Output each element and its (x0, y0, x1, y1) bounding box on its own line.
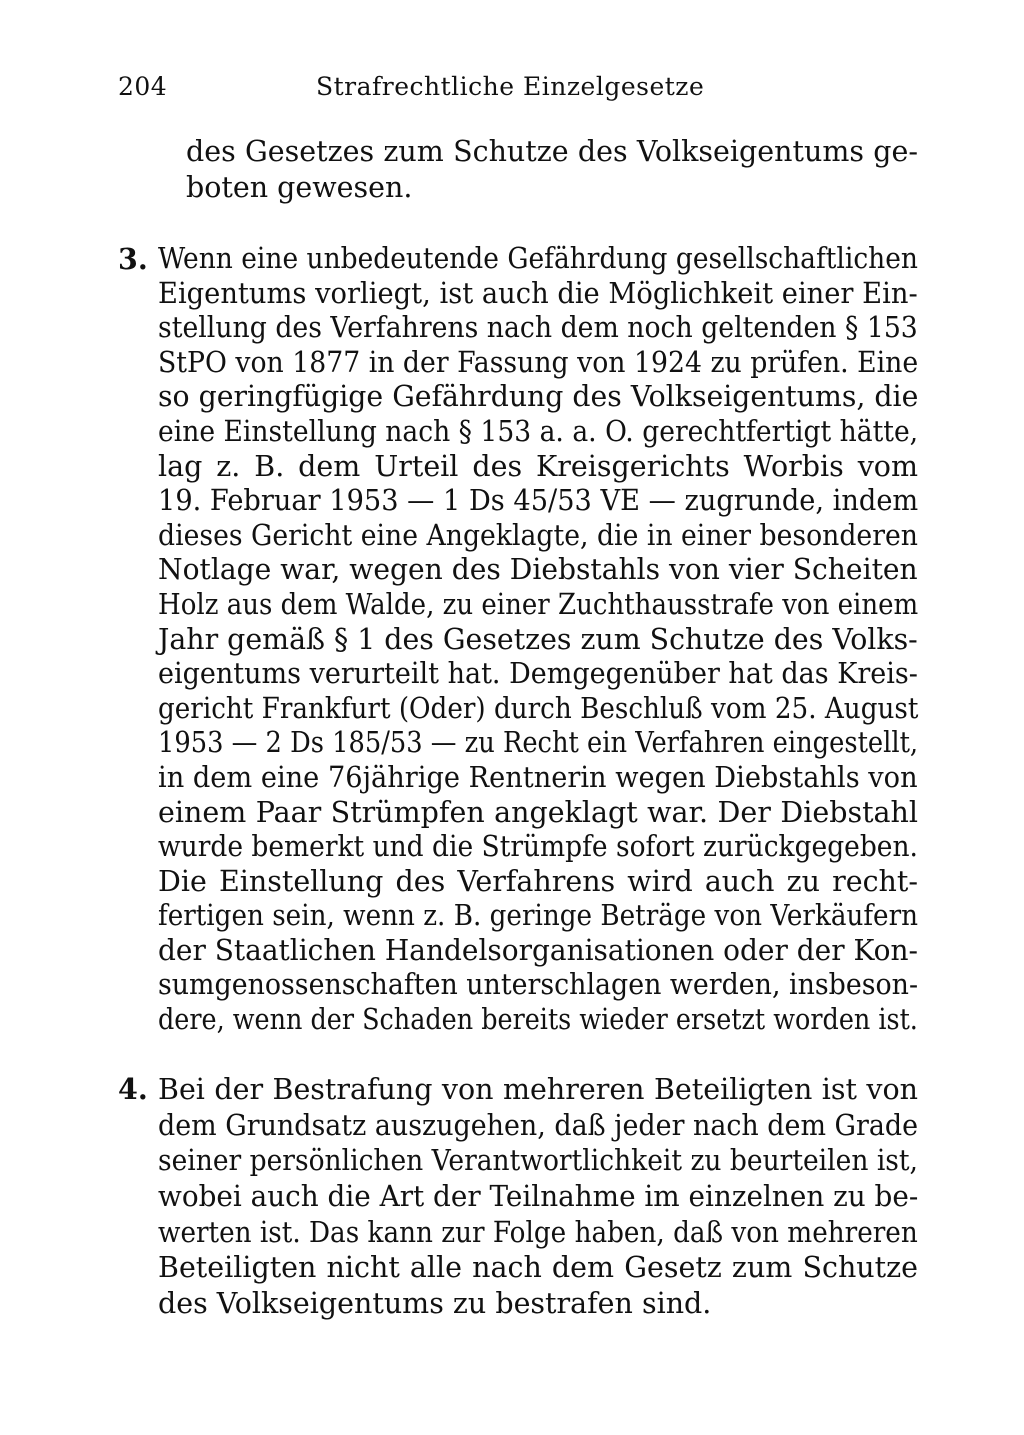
text-line: eigentums verurteilt hat. Demgegenüber hat das Kreis- (158, 657, 918, 691)
text-line: einem Paar Strümpfen angeklagt war. Der Diebstahl (158, 795, 918, 829)
text-line: 19. Februar 1953 — 1 Ds 45/53 VE — zugrunde, indem (158, 484, 919, 518)
text-line: seiner persönlichen Verantwortlichkeit zu beurteilen ist, (158, 1144, 918, 1178)
text-line: Wenn eine unbedeutende Gefährdung gesellschaftlichen (158, 242, 918, 275)
continuation-paragraph (186, 134, 918, 206)
text-line: gericht Frankfurt (Oder) durch Beschluß vom 25. August (158, 691, 919, 725)
text-line: dere, wenn der Schaden bereits wieder ersetzt worden ist. (158, 1003, 918, 1037)
text-line: StPO von 1877 in der Fassung von 1924 zu prüfen. Eine (158, 345, 919, 379)
text-line: sumgenossenschaften unterschlagen werden, insbeson- (158, 968, 919, 1002)
text-line: Die Einstellung des Verfahrens wird auch zu recht- (158, 864, 918, 898)
running-title: Strafrechtliche Einzelgesetze (316, 72, 705, 101)
text-line: so geringfügige Gefährdung des Volkseigentums, die (158, 380, 919, 414)
text-line: 1953 — 2 Ds 185/53 — zu Recht ein Verfahren eingestellt, (158, 726, 919, 760)
running-head (118, 72, 918, 112)
text-line: fertigen sein, wenn z. B. geringe Beträge von Verkäufern (158, 899, 919, 933)
text-line: werten ist. Das kann zur Folge haben, daß von mehreren (158, 1215, 918, 1249)
text-line: in dem eine 76jährige Rentnerin wegen Diebstahls von (158, 760, 918, 794)
text-line: wobei auch die Art der Teilnahme im einzelnen zu be- (158, 1180, 919, 1214)
text-line: des Gesetzes zum Schutze des Volkseigentums ge- (186, 135, 918, 168)
item-number: 3. (118, 242, 148, 276)
text-line: des Volkseigentums zu bestrafen sind. (158, 1287, 712, 1321)
text-line: der Staatlichen Handelsorganisationen oder der Kon- (158, 933, 918, 967)
text-line: Notlage war, wegen des Diebstahls von vier Scheiten (158, 553, 918, 587)
text-line: eine Einstellung nach § 153 a. a. O. gerechtfertigt hätte, (158, 414, 919, 448)
text-line: wurde bemerkt und die Strümpfe sofort zurückgegeben. (158, 830, 918, 864)
text-line: dem Grundsatz auszugehen, daß jeder nach dem Grade (158, 1108, 919, 1142)
item-paragraph (158, 1072, 918, 1322)
item-paragraph (158, 242, 918, 1038)
text-line: dieses Gericht eine Angeklagte, die in einer besonderen (158, 518, 918, 552)
page-number: 204 (118, 72, 168, 101)
text-line: stellung des Verfahrens nach dem noch geltenden § 153 (158, 311, 918, 345)
text-line: Eigentums vorliegt, ist auch die Möglichkeit einer Ein- (158, 276, 918, 310)
text-line: Jahr gemäß § 1 des Gesetzes zum Schutze des Volks- (158, 622, 918, 656)
text-line: Beteiligten nicht alle nach dem Gesetz zum Schutze (158, 1251, 918, 1285)
text-line: Holz aus dem Walde, zu einer Zuchthausstrafe von einem (158, 587, 919, 621)
text-line: boten gewesen. (186, 170, 413, 204)
text-line: lag z. B. dem Urteil des Kreisgerichts Worbis vom (158, 449, 918, 483)
text-line: Bei der Bestrafung von mehreren Beteiligten ist von (158, 1073, 918, 1106)
item-number: 4. (118, 1072, 148, 1106)
